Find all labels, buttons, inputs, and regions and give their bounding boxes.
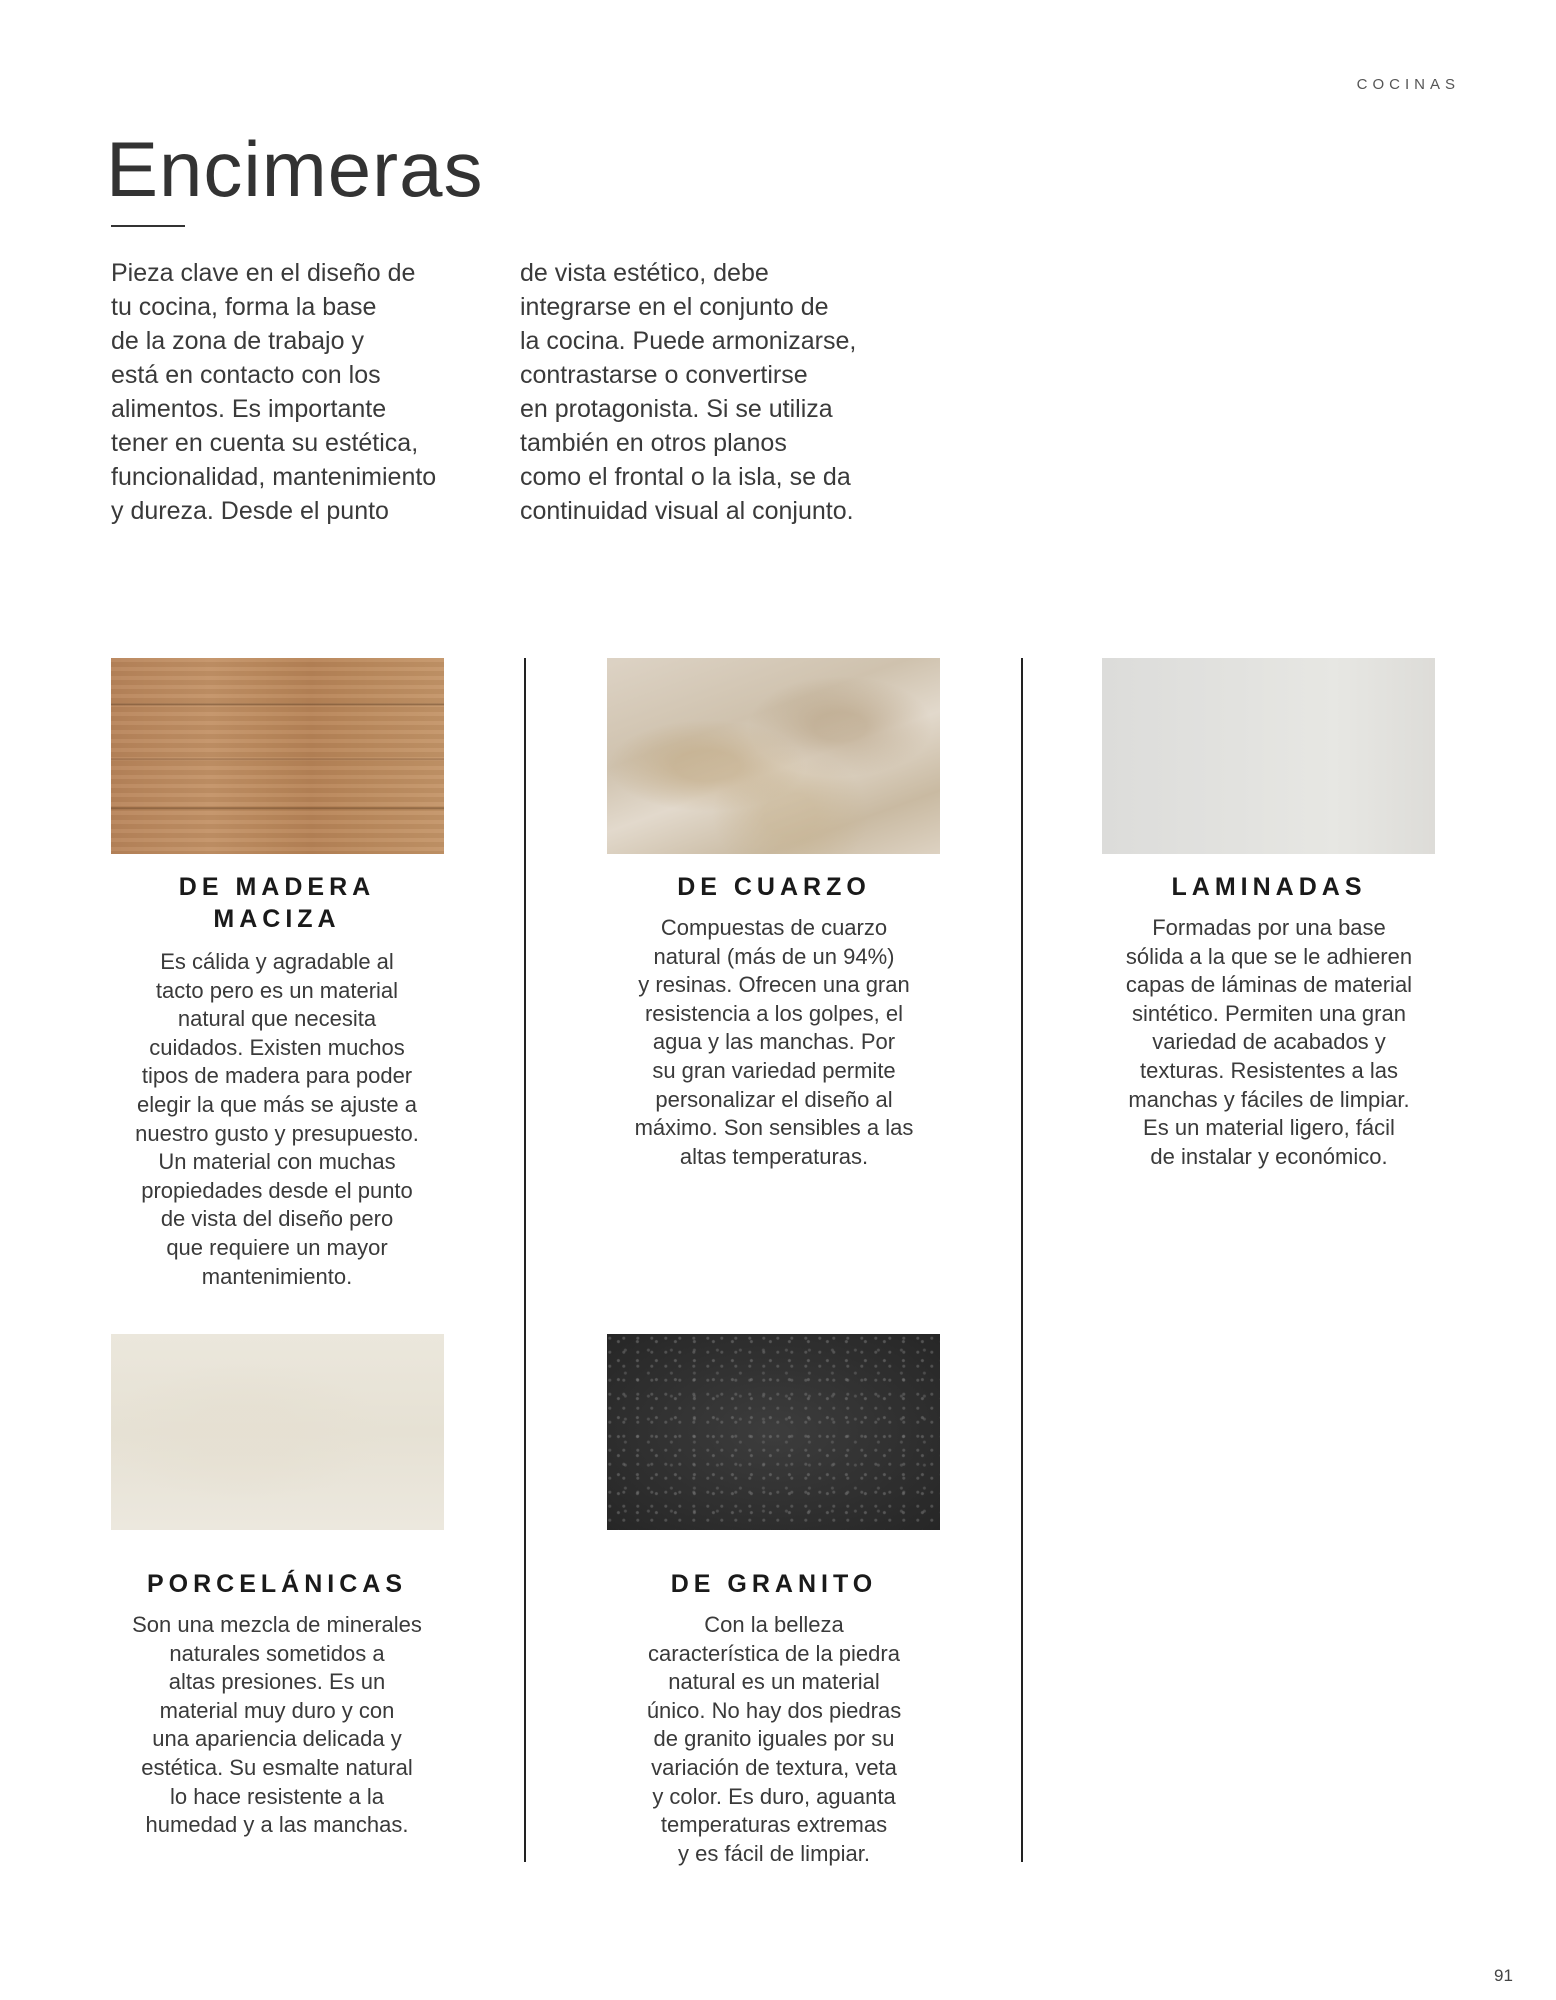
intro-line: continuidad visual al conjunto. [520, 497, 854, 525]
desc-line: manchas y fáciles de limpiar. [1128, 1086, 1410, 1112]
desc-line: característica de la piedra [648, 1640, 900, 1666]
intro-line: también en otros planos [520, 429, 787, 457]
title-line: LAMINADAS [1171, 873, 1367, 901]
title-line: MACIZA [213, 905, 341, 933]
desc-line: mantenimiento. [201, 1263, 353, 1289]
desc-line: máximo. Son sensibles a las [634, 1115, 914, 1141]
desc-line: cuidados. Existen muchos [149, 1034, 405, 1060]
title-line: DE GRANITO [670, 1570, 878, 1598]
porcelain-swatch-image [111, 1334, 444, 1530]
material-title-madera [107, 871, 447, 935]
wood-swatch-image [111, 658, 444, 854]
desc-line: altas temperaturas. [679, 1143, 869, 1169]
granite-swatch-image [607, 1334, 940, 1530]
desc-line: tacto pero es un material [155, 977, 399, 1003]
title-line: DE CUARZO [677, 873, 871, 901]
desc-line: Compuestas de cuarzo [660, 915, 888, 940]
intro-line: la cocina. Puede armonizarse, [520, 327, 857, 355]
desc-line: de instalar y económico. [1150, 1143, 1388, 1169]
intro-line: funcionalidad, mantenimiento [111, 463, 437, 491]
desc-line: Es un material ligero, fácil [1143, 1115, 1395, 1141]
desc-line: variación de textura, veta [651, 1754, 897, 1780]
material-desc-laminadas [1099, 914, 1439, 1171]
intro-line: tu cocina, forma la base [111, 293, 377, 321]
desc-line: nuestro gusto y presupuesto. [135, 1120, 419, 1146]
desc-line: Con la belleza [704, 1612, 844, 1637]
desc-line: Formadas por una base [1152, 915, 1386, 940]
intro-line: como el frontal o la isla, se da [520, 463, 851, 491]
material-desc-madera [107, 948, 447, 1291]
intro-line: tener en cuenta su estética, [111, 429, 419, 457]
column-divider [524, 658, 526, 1862]
desc-line: Es cálida y agradable al [160, 949, 394, 974]
laminate-swatch-image [1102, 658, 1435, 854]
desc-line: naturales sometidos a [169, 1640, 385, 1666]
intro-column-2 [520, 256, 920, 528]
desc-line: Son una mezcla de minerales [132, 1612, 422, 1637]
desc-line: que requiere un mayor [166, 1234, 388, 1260]
desc-line: estética. Su esmalte natural [141, 1754, 413, 1780]
desc-line: sólida a la que se le adhieren [1125, 943, 1413, 969]
intro-column-1 [111, 256, 511, 528]
desc-line: resistencia a los golpes, el [644, 1000, 904, 1026]
column-divider [1021, 658, 1023, 1862]
material-desc-cuarzo [604, 914, 944, 1171]
desc-line: texturas. Resistentes a las [1139, 1057, 1398, 1083]
intro-line: y dureza. Desde el punto [111, 497, 389, 525]
material-title-granito [604, 1568, 944, 1600]
material-title-laminadas [1099, 871, 1439, 903]
desc-line: humedad y a las manchas. [145, 1812, 409, 1838]
page-title: Encimeras [106, 125, 484, 213]
material-desc-porcelanicas [107, 1611, 447, 1840]
desc-line: altas presiones. Es un [168, 1669, 386, 1695]
desc-line: capas de láminas de material [1125, 972, 1413, 998]
intro-line: de la zona de trabajo y [111, 327, 364, 355]
desc-line: agua y las manchas. Por [652, 1029, 896, 1055]
desc-line: personalizar el diseño al [655, 1086, 893, 1112]
section-label: COCINAS [1356, 76, 1460, 93]
desc-line: variedad de acabados y [1152, 1029, 1386, 1055]
title-rule [111, 225, 185, 227]
intro-line: integrarse en el conjunto de [520, 293, 829, 321]
desc-line: elegir la que más se ajuste a [136, 1091, 418, 1117]
desc-line: Un material con muchas [158, 1149, 396, 1175]
desc-line: y es fácil de limpiar. [678, 1840, 870, 1866]
desc-line: y color. Es duro, aguanta [652, 1783, 896, 1809]
desc-line: sintético. Permiten una gran [1132, 1000, 1406, 1026]
desc-line: propiedades desde el punto [141, 1177, 413, 1203]
intro-line: contrastarse o convertirse [520, 361, 808, 389]
desc-line: natural es un material [668, 1669, 880, 1695]
desc-line: único. No hay dos piedras [646, 1697, 902, 1723]
desc-line: lo hace resistente a la [169, 1783, 385, 1809]
intro-line: de vista estético, debe [520, 259, 769, 287]
title-line: PORCELÁNICAS [146, 1570, 407, 1598]
quartz-swatch-image [607, 658, 940, 854]
material-title-cuarzo [604, 871, 944, 903]
intro-line: en protagonista. Si se utiliza [520, 395, 833, 423]
desc-line: tipos de madera para poder [141, 1063, 413, 1089]
desc-line: su gran variedad permite [652, 1057, 896, 1083]
desc-line: natural que necesita [177, 1006, 377, 1032]
desc-line: de granito iguales por su [653, 1726, 895, 1752]
desc-line: y resinas. Ofrecen una gran [638, 972, 910, 998]
desc-line: temperaturas extremas [660, 1812, 888, 1838]
desc-line: una apariencia delicada y [152, 1726, 402, 1752]
desc-line: de vista del diseño pero [160, 1206, 394, 1232]
desc-line: material muy duro y con [159, 1697, 395, 1723]
intro-line: está en contacto con los [111, 361, 381, 389]
intro-line: Pieza clave en el diseño de [111, 259, 416, 287]
desc-line: natural (más de un 94%) [653, 943, 895, 969]
material-desc-granito [604, 1611, 944, 1868]
page-number: 91 [1494, 1966, 1513, 1985]
title-line: DE MADERA [178, 873, 376, 901]
intro-line: alimentos. Es importante [111, 395, 387, 423]
material-title-porcelanicas [107, 1568, 447, 1600]
